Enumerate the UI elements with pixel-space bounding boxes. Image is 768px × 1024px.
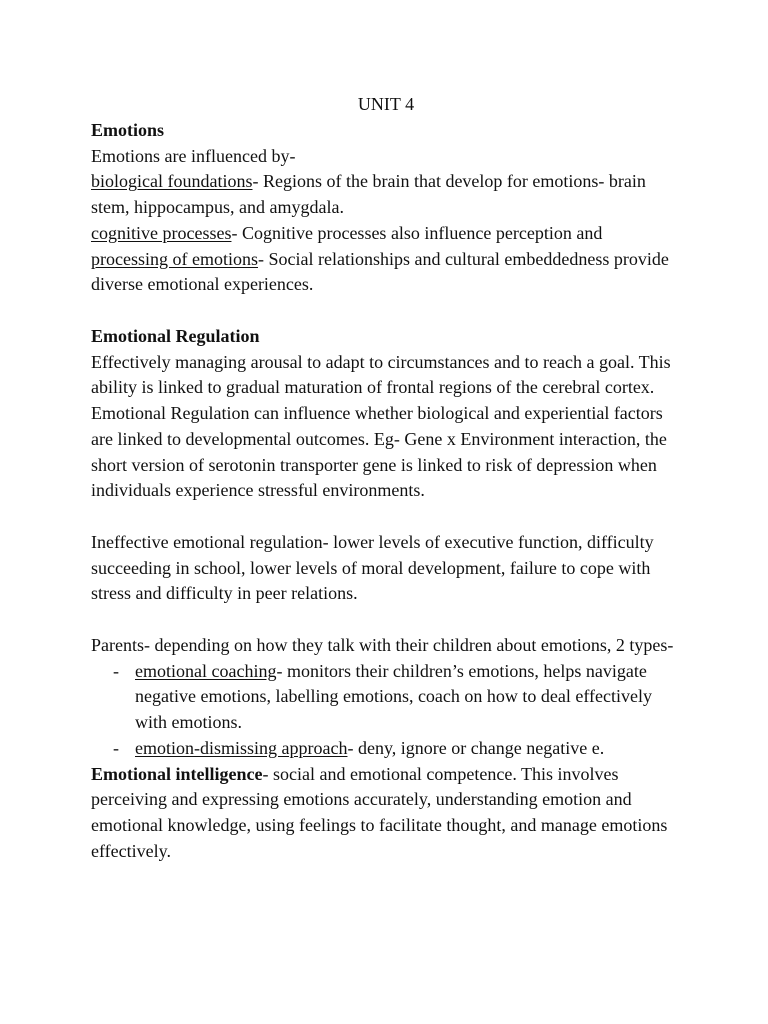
cognitive-processes-paragraph [91,221,681,298]
emotional-intelligence-term: Emotional intelligence [91,763,263,784]
document-page [91,92,681,865]
biological-foundations-term: biological foundations [91,171,253,192]
emotional-regulation-paragraph-1: Effectively managing arousal to adapt to circumstances and to reach a goal. This ability is linked to gradual maturation of frontal regions of the cerebral cortex. [91,351,671,398]
bullet-dash: - [113,660,119,681]
emotions-heading: Emotions [91,119,165,140]
biological-foundations-paragraph [91,169,681,221]
cognitive-processes-term: cognitive processes [91,222,232,243]
processing-of-emotions-term: processing of emotions [91,248,258,269]
blank-line [91,504,681,530]
emotion-dismissing-term: emotion-dismissing approach [135,737,348,758]
emotional-regulation-paragraph-2: Emotional Regulation can influence whether biological and experiential factors are linked to developmental outcomes. Eg- Gene x Environment interaction, the short version of serotonin transporter gene is linked to risk of depression when individuals experience stressful environments. [91,403,667,501]
list-item [91,659,681,736]
parenting-types-list [91,659,681,762]
bullet-dash: - [113,737,119,758]
emotional-intelligence-text: - social and emotional competence. This involves perceiving and expressing emotions accurately, understanding emotion and emotional knowledge, using feelings to facilitate thought, and manage emotions effectively. [91,763,668,861]
emotional-coaching-term: emotional coaching [135,660,277,681]
ineffective-regulation-paragraph: Ineffective emotional regulation- lower levels of executive function, difficulty succeeding in school, lower levels of moral development, failure to cope with stress and difficulty in peer relations. [91,531,654,604]
emotional-coaching-text: - monitors their children’s emotions, helps navigate negative emotions, labelling emotions, coach on how to deal effectively with emotions. [135,660,653,732]
emotions-intro: Emotions are influenced by- [91,145,296,166]
unit-title: UNIT 4 [357,94,415,114]
parents-paragraph: Parents- depending on how they talk with their children about emotions, 2 types- [91,634,674,655]
processing-of-emotions-text: - Social relationships and cultural embeddedness provide diverse emotional experiences. [91,248,669,295]
blank-line [91,298,681,324]
emotional-intelligence-paragraph [91,762,681,865]
emotional-regulation-heading: Emotional Regulation [91,325,260,346]
blank-line [91,607,681,633]
biological-foundations-text: - Regions of the brain that develop for emotions- brain stem, hippocampus, and amygdala. [91,171,646,217]
cognitive-processes-text: - Cognitive processes also influence perception and [231,222,603,243]
emotion-dismissing-text: - deny, ignore or change negative e. [347,737,605,758]
list-item [91,736,681,762]
